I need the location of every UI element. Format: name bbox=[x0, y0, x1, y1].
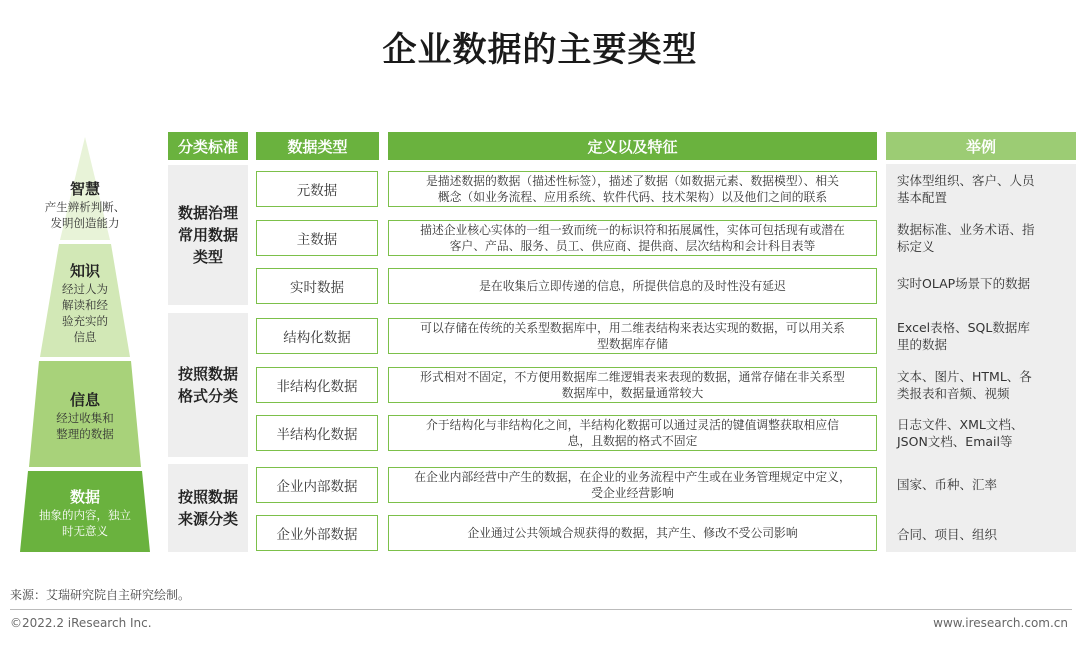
example-line: 基本配置 bbox=[897, 190, 948, 205]
definition-cell bbox=[388, 318, 877, 354]
example-cell bbox=[886, 518, 1076, 550]
pyramid-desc-line: 解读和经 bbox=[62, 298, 108, 312]
example-line: Excel表格、SQL数据库 bbox=[897, 320, 1030, 335]
pyramid-label-wisdom bbox=[20, 178, 150, 231]
example-cell bbox=[886, 268, 1076, 298]
definition-line: 是在收集后立即传递的信息，所提供信息的及时性没有延迟 bbox=[479, 279, 786, 293]
example-cell bbox=[886, 220, 1076, 256]
definition-line: 是描述数据的数据（描述性标签），描述了数据（如数据元素、数据模型）、相关 bbox=[426, 174, 839, 188]
pyramid-desc-line: 抽象的内容，独立 bbox=[39, 508, 131, 522]
definition-line: 形式相对不固定，不方便用数据库二维逻辑表来表现的数据，通常存储在非关系型 bbox=[420, 370, 845, 384]
header-type: 数据类型 bbox=[256, 132, 379, 160]
definition-line: 客户、产品、服务、员工、供应商、提供商、层次结构和会计科目表等 bbox=[449, 239, 816, 253]
example-line: 类报表和音频、视频 bbox=[897, 386, 1010, 401]
definition-cell bbox=[388, 467, 877, 503]
type-cell: 元数据 bbox=[256, 171, 378, 207]
definition-line: 在企业内部经营中产生的数据，在企业的业务流程中产生或在业务管理规定中定义， bbox=[414, 470, 851, 484]
category-format bbox=[168, 313, 248, 457]
pyramid-desc-line: 验充实的 bbox=[62, 314, 108, 328]
example-cell bbox=[886, 468, 1076, 500]
source-note: 来源：艾瑞研究院自主研究绘制。 bbox=[10, 588, 191, 602]
definition-line: 数据库中，数据量通常较大 bbox=[561, 386, 704, 400]
pyramid-desc-line: 发明创造能力 bbox=[50, 216, 120, 230]
definition-line: 介于结构化与非结构化之间，半结构化数据可以通过灵活的键值调整获取相应信 bbox=[426, 418, 839, 432]
definition-cell bbox=[388, 171, 877, 207]
pyramid-heading: 智慧 bbox=[69, 180, 100, 198]
header-definition: 定义以及特征 bbox=[388, 132, 877, 160]
category-source bbox=[168, 464, 248, 552]
pyramid-heading: 知识 bbox=[69, 262, 100, 280]
category-line: 格式分类 bbox=[177, 387, 238, 405]
example-cell bbox=[886, 171, 1076, 207]
page-title: 企业数据的主要类型 bbox=[382, 30, 698, 70]
type-cell: 半结构化数据 bbox=[256, 415, 378, 451]
example-line: 日志文件、XML文档、 bbox=[897, 417, 1024, 432]
definition-line: 描述企业核心实体的一组一致而统一的标识符和拓展属性，实体可包括现有或潜在 bbox=[420, 223, 845, 237]
copyright: ©2022.2 iResearch Inc. bbox=[10, 616, 152, 630]
example-line: 里的数据 bbox=[897, 337, 948, 352]
type-cell: 企业外部数据 bbox=[256, 515, 378, 551]
type-cell: 非结构化数据 bbox=[256, 367, 378, 403]
example-cell bbox=[886, 318, 1076, 354]
pyramid-desc-line: 产生辨析判断、 bbox=[44, 200, 126, 214]
pyramid-desc-line: 整理的数据 bbox=[56, 427, 114, 441]
example-line: 国家、币种、汇率 bbox=[897, 476, 998, 492]
example-line: 数据标准、业务术语、指 bbox=[897, 222, 1035, 237]
category-line: 来源分类 bbox=[177, 510, 238, 528]
footer-divider bbox=[10, 609, 1072, 610]
type-cell: 实时数据 bbox=[256, 268, 378, 304]
pyramid-heading: 数据 bbox=[69, 488, 100, 506]
example-cell bbox=[886, 367, 1076, 403]
category-governance bbox=[168, 165, 248, 305]
category-line: 数据治理 bbox=[177, 204, 238, 222]
type-cell: 主数据 bbox=[256, 220, 378, 256]
pyramid-label-knowledge bbox=[20, 260, 150, 345]
definition-cell bbox=[388, 415, 877, 451]
category-line: 类型 bbox=[192, 248, 223, 266]
definition-cell bbox=[388, 515, 877, 551]
type-cell: 结构化数据 bbox=[256, 318, 378, 354]
definition-line: 受企业经营影响 bbox=[591, 486, 674, 500]
definition-cell bbox=[388, 268, 877, 304]
definition-line: 型数据库存储 bbox=[597, 337, 668, 351]
pyramid-desc-line: 经过人为 bbox=[62, 282, 108, 296]
pyramid-desc-line: 时无意义 bbox=[62, 524, 108, 538]
category-line: 按照数据 bbox=[177, 365, 238, 383]
definition-line: 概念（如业务流程、应用系统、软件代码、技术架构）以及他们之间的联系 bbox=[437, 190, 828, 204]
definition-cell bbox=[388, 220, 877, 256]
type-cell: 企业内部数据 bbox=[256, 467, 378, 503]
example-line: 文本、图片、HTML、各 bbox=[897, 369, 1032, 384]
header-category: 分类标准 bbox=[168, 132, 248, 160]
definition-cell bbox=[388, 367, 877, 403]
website-link[interactable]: www.iresearch.com.cn bbox=[933, 616, 1068, 630]
example-line: JSON文档、Email等 bbox=[897, 434, 1013, 449]
definition-line: 企业通过公共领域合规获得的数据，其产生、修改不受公司影响 bbox=[467, 526, 798, 540]
pyramid-heading: 信息 bbox=[69, 391, 100, 409]
pyramid-label-data bbox=[20, 486, 150, 539]
pyramid-desc-line: 信息 bbox=[73, 330, 97, 344]
example-line: 实体型组织、客户、人员 bbox=[897, 173, 1035, 188]
pyramid-label-information bbox=[20, 389, 150, 442]
example-line: 标定义 bbox=[897, 239, 935, 254]
category-line: 按照数据 bbox=[177, 488, 238, 506]
definition-line: 息，且数据的格式不固定 bbox=[567, 434, 698, 448]
pyramid-desc-line: 经过收集和 bbox=[56, 411, 114, 425]
example-line: 合同、项目、组织 bbox=[897, 526, 998, 542]
example-cell bbox=[886, 415, 1076, 451]
category-line: 常用数据 bbox=[177, 226, 238, 244]
header-example: 举例 bbox=[886, 132, 1076, 160]
definition-line: 可以存储在传统的关系型数据库中，用二维表结构来表达实现的数据，可以用关系 bbox=[420, 321, 845, 335]
example-line: 实时OLAP场景下的数据 bbox=[897, 275, 1031, 291]
